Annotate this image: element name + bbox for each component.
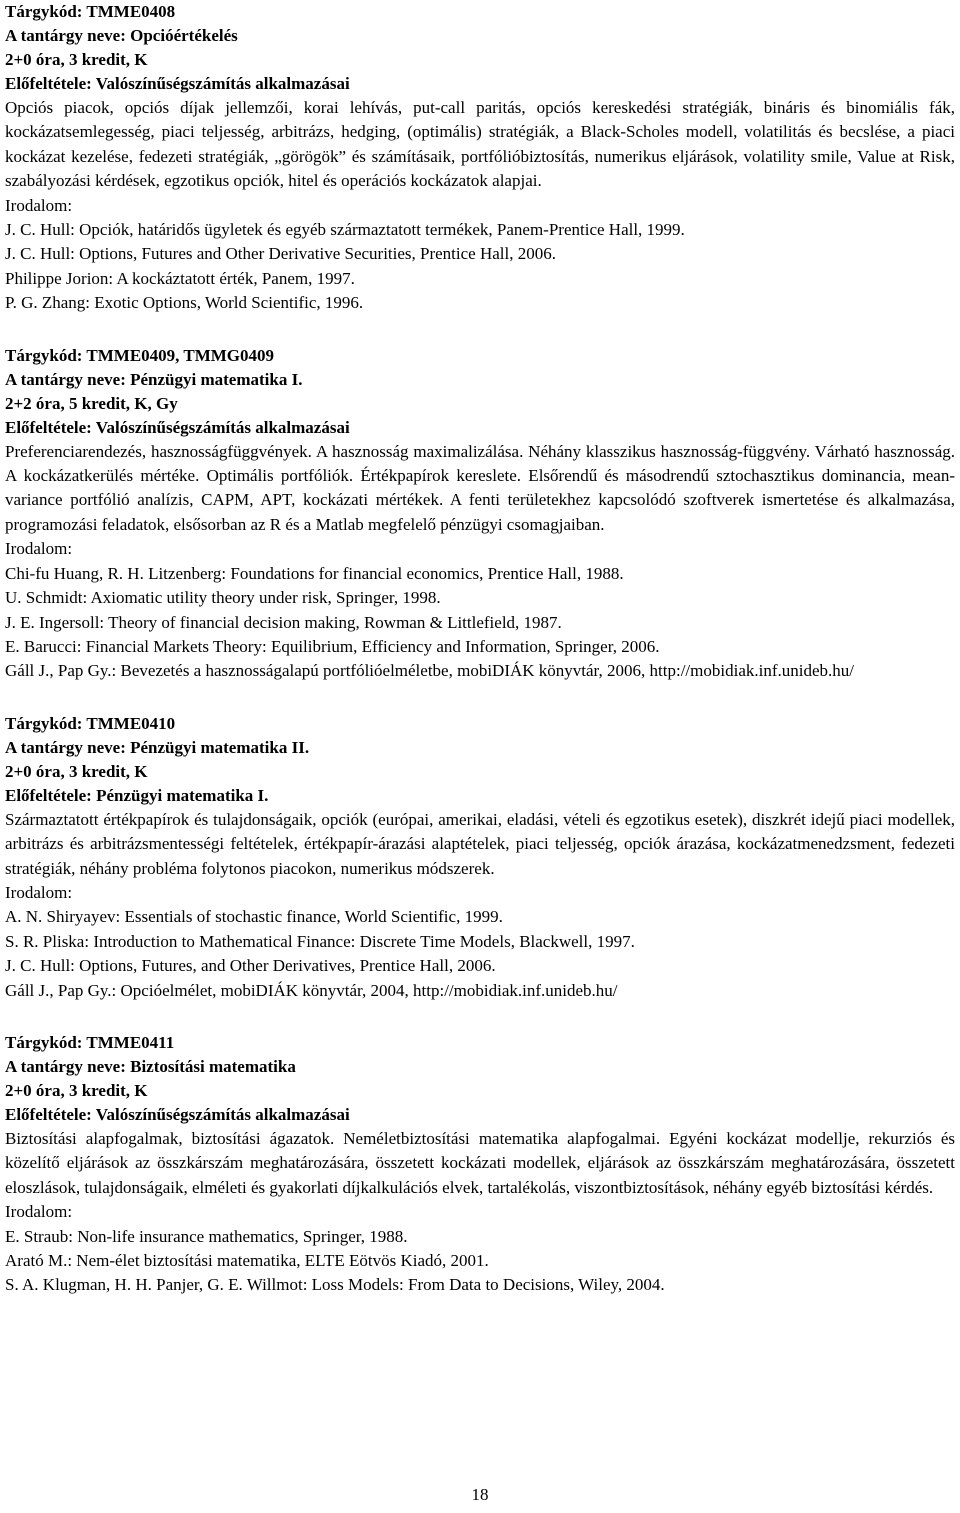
literature-item: E. Straub: Non-life insurance mathematics, Springer, 1988. (5, 1226, 408, 1246)
course-block-tmme0409 (5, 344, 955, 684)
literature-item: U. Schmidt: Axiomatic utility theory under risk, Springer, 1998. (5, 588, 441, 608)
course-name: A tantárgy neve: Pénzügyi matematika I. (5, 369, 303, 389)
course-description: Biztosítási alapfogalmak, biztosítási ágazatok. Neméletbiztosítási matematika alapfogalmai. Egyéni kockázat modellje, rekurziós és közelítő eljárások az összkárszám meghatározására, összetett kockázati modellek, eljárások az összkárszám meghatározására, összetett eloszlások, tulajdonságaik, elméleti és gyakorlati díjkalkulációs elvek, tartalékolás, viszontbiztosítások, néhány egyéb biztosítási kérdés. (5, 1128, 955, 1197)
literature-item: J. C. Hull: Options, Futures, and Other Derivatives, Prentice Hall, 2006. (5, 956, 496, 976)
literature-item: Chi-fu Huang, R. H. Litzenberg: Foundations for financial economics, Prentice Hall, 1988. (5, 563, 624, 583)
course-code: Tárgykód: TMME0411 (5, 1032, 175, 1052)
document-page (5, 0, 955, 1298)
course-code: Tárgykód: TMME0410 (5, 713, 176, 733)
literature-label: Irodalom: (5, 882, 73, 902)
literature-item: J. C. Hull: Options, Futures and Other Derivative Securities, Prentice Hall, 2006. (5, 244, 556, 264)
literature-item: J. C. Hull: Opciók, határidős ügyletek és egyéb származtatott termékek, Panem-Prentice Hall, 1999. (5, 220, 685, 240)
course-block-tmme0408 (5, 0, 955, 316)
course-prerequisite: Előfeltétele: Valószínűségszámítás alkalmazásai (5, 417, 350, 437)
literature-label: Irodalom: (5, 195, 73, 215)
literature-item: S. A. Klugman, H. H. Panjer, G. E. Willmot: Loss Models: From Data to Decisions, Wiley, 2004. (5, 1275, 665, 1295)
literature-item: S. R. Pliska: Introduction to Mathematical Finance: Discrete Time Models, Blackwell, 1997. (5, 931, 635, 951)
literature-item: Gáll J., Pap Gy.: Bevezetés a hasznosságalapú portfólióelméletbe, mobiDIÁK könyvtár, 2006, http://mobidiak.inf.unideb.hu/ (5, 661, 854, 681)
course-name: A tantárgy neve: Opcióértékelés (5, 26, 238, 45)
literature-item: Gáll J., Pap Gy.: Opcióelmélet, mobiDIÁK könyvtár, 2004, http://mobidiak.inf.unideb.hu/ (5, 980, 618, 1000)
page-number: 18 (471, 1485, 489, 1504)
literature-item: J. E. Ingersoll: Theory of financial decision making, Rowman & Littlefield, 1987. (5, 612, 562, 632)
literature-label: Irodalom: (5, 539, 73, 559)
literature-item: Arató M.: Nem-élet biztosítási matematika, ELTE Eötvös Kiadó, 2001. (5, 1251, 489, 1270)
course-description: Származtatott értékpapírok és tulajdonságaik, opciók (európai, amerikai, eladási, vételi és egzotikus esetek), diszkrét idejű piaci modellek, arbitrázs és arbitrázsmentességi feltételek, értékpapír-árazási alaptételek, piaci teljesség, opciók árazása, kockázatmenedzsment, fedezeti stratégiák, néhány probléma folytonos piacokon, numerikus módszerek. (5, 809, 955, 878)
course-hours-credits: 2+0 óra, 3 kredit, K (5, 1080, 148, 1100)
literature-label: Irodalom: (5, 1202, 73, 1222)
course-hours-credits: 2+0 óra, 3 kredit, K (5, 50, 148, 69)
literature-item: Philippe Jorion: A kockáztatott érték, Panem, 1997. (5, 268, 355, 288)
course-description: Opciós piacok, opciós díjak jellemzői, korai lehívás, put-call paritás, opciós kereskedési stratégiák, bináris és binomiális fák, kockázatsemlegesség, piaci teljesség, arbitrázs, hedging, (optimális) stratégiák, a Black-Scholes modell, volatilitás és becslése, a piaci kockázat kezelése, fedezeti stratégiák, „görögök” és számításaik, portfólióbiztosítás, numerikus eljárások, volatility smile, Value at Risk, szabályozási kérdések, egzotikus opciók, hitel és operációs kockázatok alapjai. (5, 98, 955, 191)
course-code: Tárgykód: TMME0408 (5, 2, 176, 21)
course-hours-credits: 2+2 óra, 5 kredit, K, Gy (5, 393, 178, 413)
course-prerequisite: Előfeltétele: Pénzügyi matematika I. (5, 785, 269, 805)
literature-item: A. N. Shiryayev: Essentials of stochastic finance, World Scientific, 1999. (5, 907, 503, 927)
course-prerequisite: Előfeltétele: Valószínűségszámítás alkalmazásai (5, 1104, 350, 1124)
course-name: A tantárgy neve: Biztosítási matematika (5, 1056, 296, 1076)
course-code: Tárgykód: TMME0409, TMMG0409 (5, 345, 275, 365)
course-description: Preferenciarendezés, hasznosságfüggvények. A hasznosság maximalizálása. Néhány klasszikus hasznosság-függvény. Várható hasznosság. A kockázatkerülés mértéke. Optimális portfóliók. Értékpapírok kereslete. Elsőrendű és másodrendű sztochasztikus dominancia, mean-variance portfólió analízis, CAPM, APT, kockázati mértékek. A fenti területekhez kapcsolódó szoftverek ismertetése és alkalmazása, programozási feladatok, elsősorban az R és a Matlab megfelelő pénzügyi csomagjaiban. (5, 441, 955, 534)
literature-item: P. G. Zhang: Exotic Options, World Scientific, 1996. (5, 293, 364, 313)
literature-item: E. Barucci: Financial Markets Theory: Equilibrium, Efficiency and Information, Springer, 2006. (5, 636, 660, 656)
course-hours-credits: 2+0 óra, 3 kredit, K (5, 761, 148, 781)
section-spacer (5, 684, 955, 712)
course-name: A tantárgy neve: Pénzügyi matematika II. (5, 737, 310, 757)
course-block-tmme0410 (5, 712, 955, 1003)
section-spacer (5, 1003, 955, 1031)
course-prerequisite: Előfeltétele: Valószínűségszámítás alkalmazásai (5, 74, 350, 93)
section-spacer (5, 316, 955, 344)
course-block-tmme0411 (5, 1031, 955, 1298)
